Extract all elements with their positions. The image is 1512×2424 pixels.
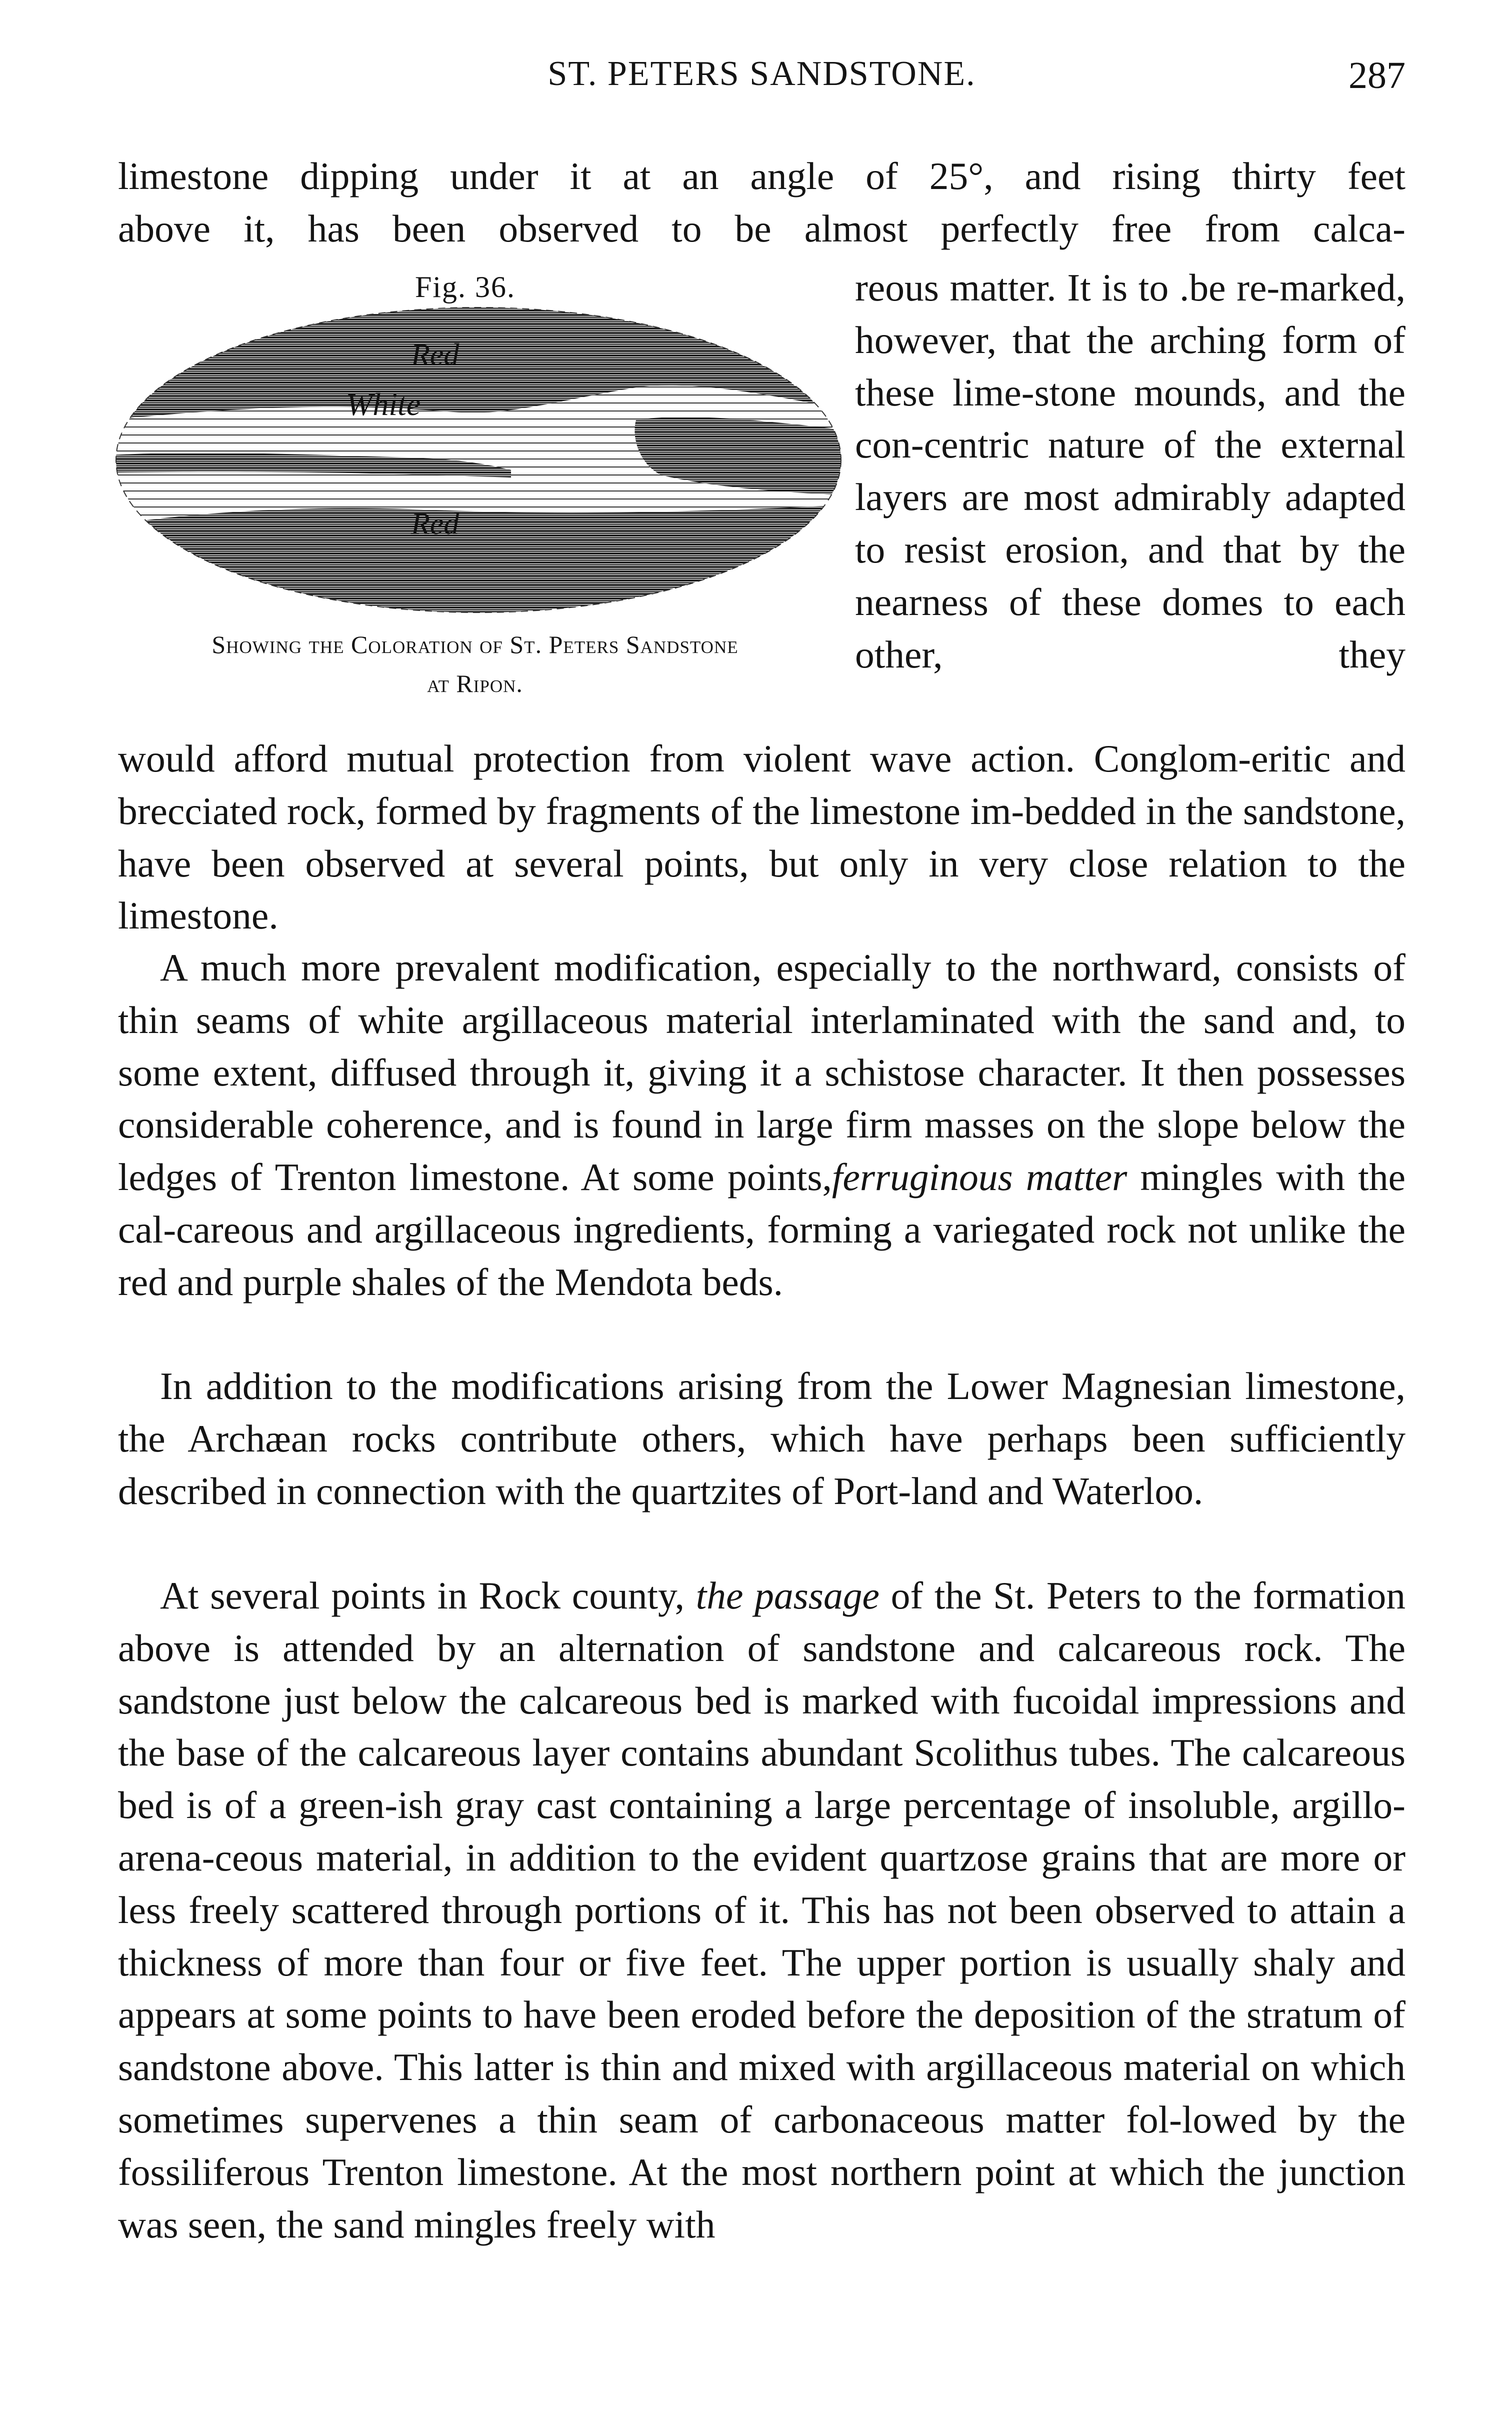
paragraph-4-text-b: of the St. Peters to the formation above is attended by an alternation of sandstone and calcareous rock. The sandstone just below the calcareous bed is marked with fucoidal impressions and the base of the calcareous layer contains abundant Scolithus tubes. The calcareous bed is of a green-ish gray cast containing a large percentage of insoluble, argillo-arena-ceous material, in addition to the evident quartzose grains that are more or less freely scattered through portions of it. This has not been observed to attain a thickness of more than four or five feet. The upper portion is usually shaly and appears at some points to have been eroded before the deposition of the stratum of sandstone above. This latter is thin and mixed with argillaceous material on which sometimes supervenes a thin seam of carbonaceous matter fol-lowed by the fossiliferous Trenton limestone. At the most northern point at which the junction was seen, the sand mingles freely with — [118, 1574, 1406, 2246]
paragraph-2-text-b: mingles with the cal-careous and argillaceous ingredients, forming a variegated rock not unlike the red and purple shales of the Mendota beds. — [118, 1156, 1406, 1304]
paragraph-2-text-a: A much more prevalent modification, especially to the northward, consists of thin seams of white argillaceous material interlaminated with the sand and, to some extent, diffused through it, giving it a schistose character. It then possesses considerable coherence, and is found in large firm masses on the slope below the ledges of Trenton limestone. At some points, — [118, 946, 1406, 1199]
paragraph-2-italic: ferruginous matter — [832, 1156, 1128, 1199]
paragraph-1-continued: would afford mutual protection from violent wave action. Conglom-eritic and brecciated rock, formed by fragments of the limestone im-bedded in the sandstone, have been observed at several points, but only in very close relation to the limestone. — [118, 737, 1406, 938]
strata-figure — [111, 305, 846, 615]
lower-red-layer — [111, 505, 846, 615]
caption-line-1: Showing the Coloration of St. Peters Sandstone — [212, 630, 738, 658]
layer-label-bottom: Red — [411, 507, 460, 541]
paragraph-3-text: In addition to the modifications arising from the Lower Magnesian limestone, the Archæan rocks contribute others, which have perhaps been sufficiently described in connection with the quartzites of Port-land and Waterloo. — [118, 1364, 1406, 1512]
side-text: reous matter. It is to .be re-marked, however, that the arching form of these lime-stone mounds, and the con-centric nature of the external layers are most admirably adapted to resist erosion, and that by the nearness of these domes to each other, they — [855, 266, 1406, 676]
paragraph-4 — [118, 1570, 1406, 2250]
intro-line-2: above it, has been observed to be almost perfectly free from calca- — [118, 207, 1406, 250]
paragraph-4-italic: the passage — [696, 1574, 880, 1617]
figure-caption — [100, 625, 850, 703]
layer-label-top: Red — [411, 338, 460, 372]
page-number: 287 — [1348, 54, 1406, 96]
strata-layers — [111, 305, 846, 615]
paragraph-3 — [118, 1360, 1406, 1517]
paragraph-4-text-a: At several points in Rock county, — [160, 1574, 696, 1617]
caption-line-2: at Ripon. — [427, 670, 523, 698]
running-head — [118, 54, 1406, 109]
running-title: ST. PETERS SANDSTONE. — [548, 54, 976, 93]
figure-label: Fig. 36. — [415, 270, 516, 304]
layer-label-middle: White — [346, 386, 421, 422]
paragraph-2 — [118, 942, 1406, 1308]
intro-line-1: limestone dipping under it at an angle of 25°, and rising thirty feet — [118, 154, 1406, 198]
